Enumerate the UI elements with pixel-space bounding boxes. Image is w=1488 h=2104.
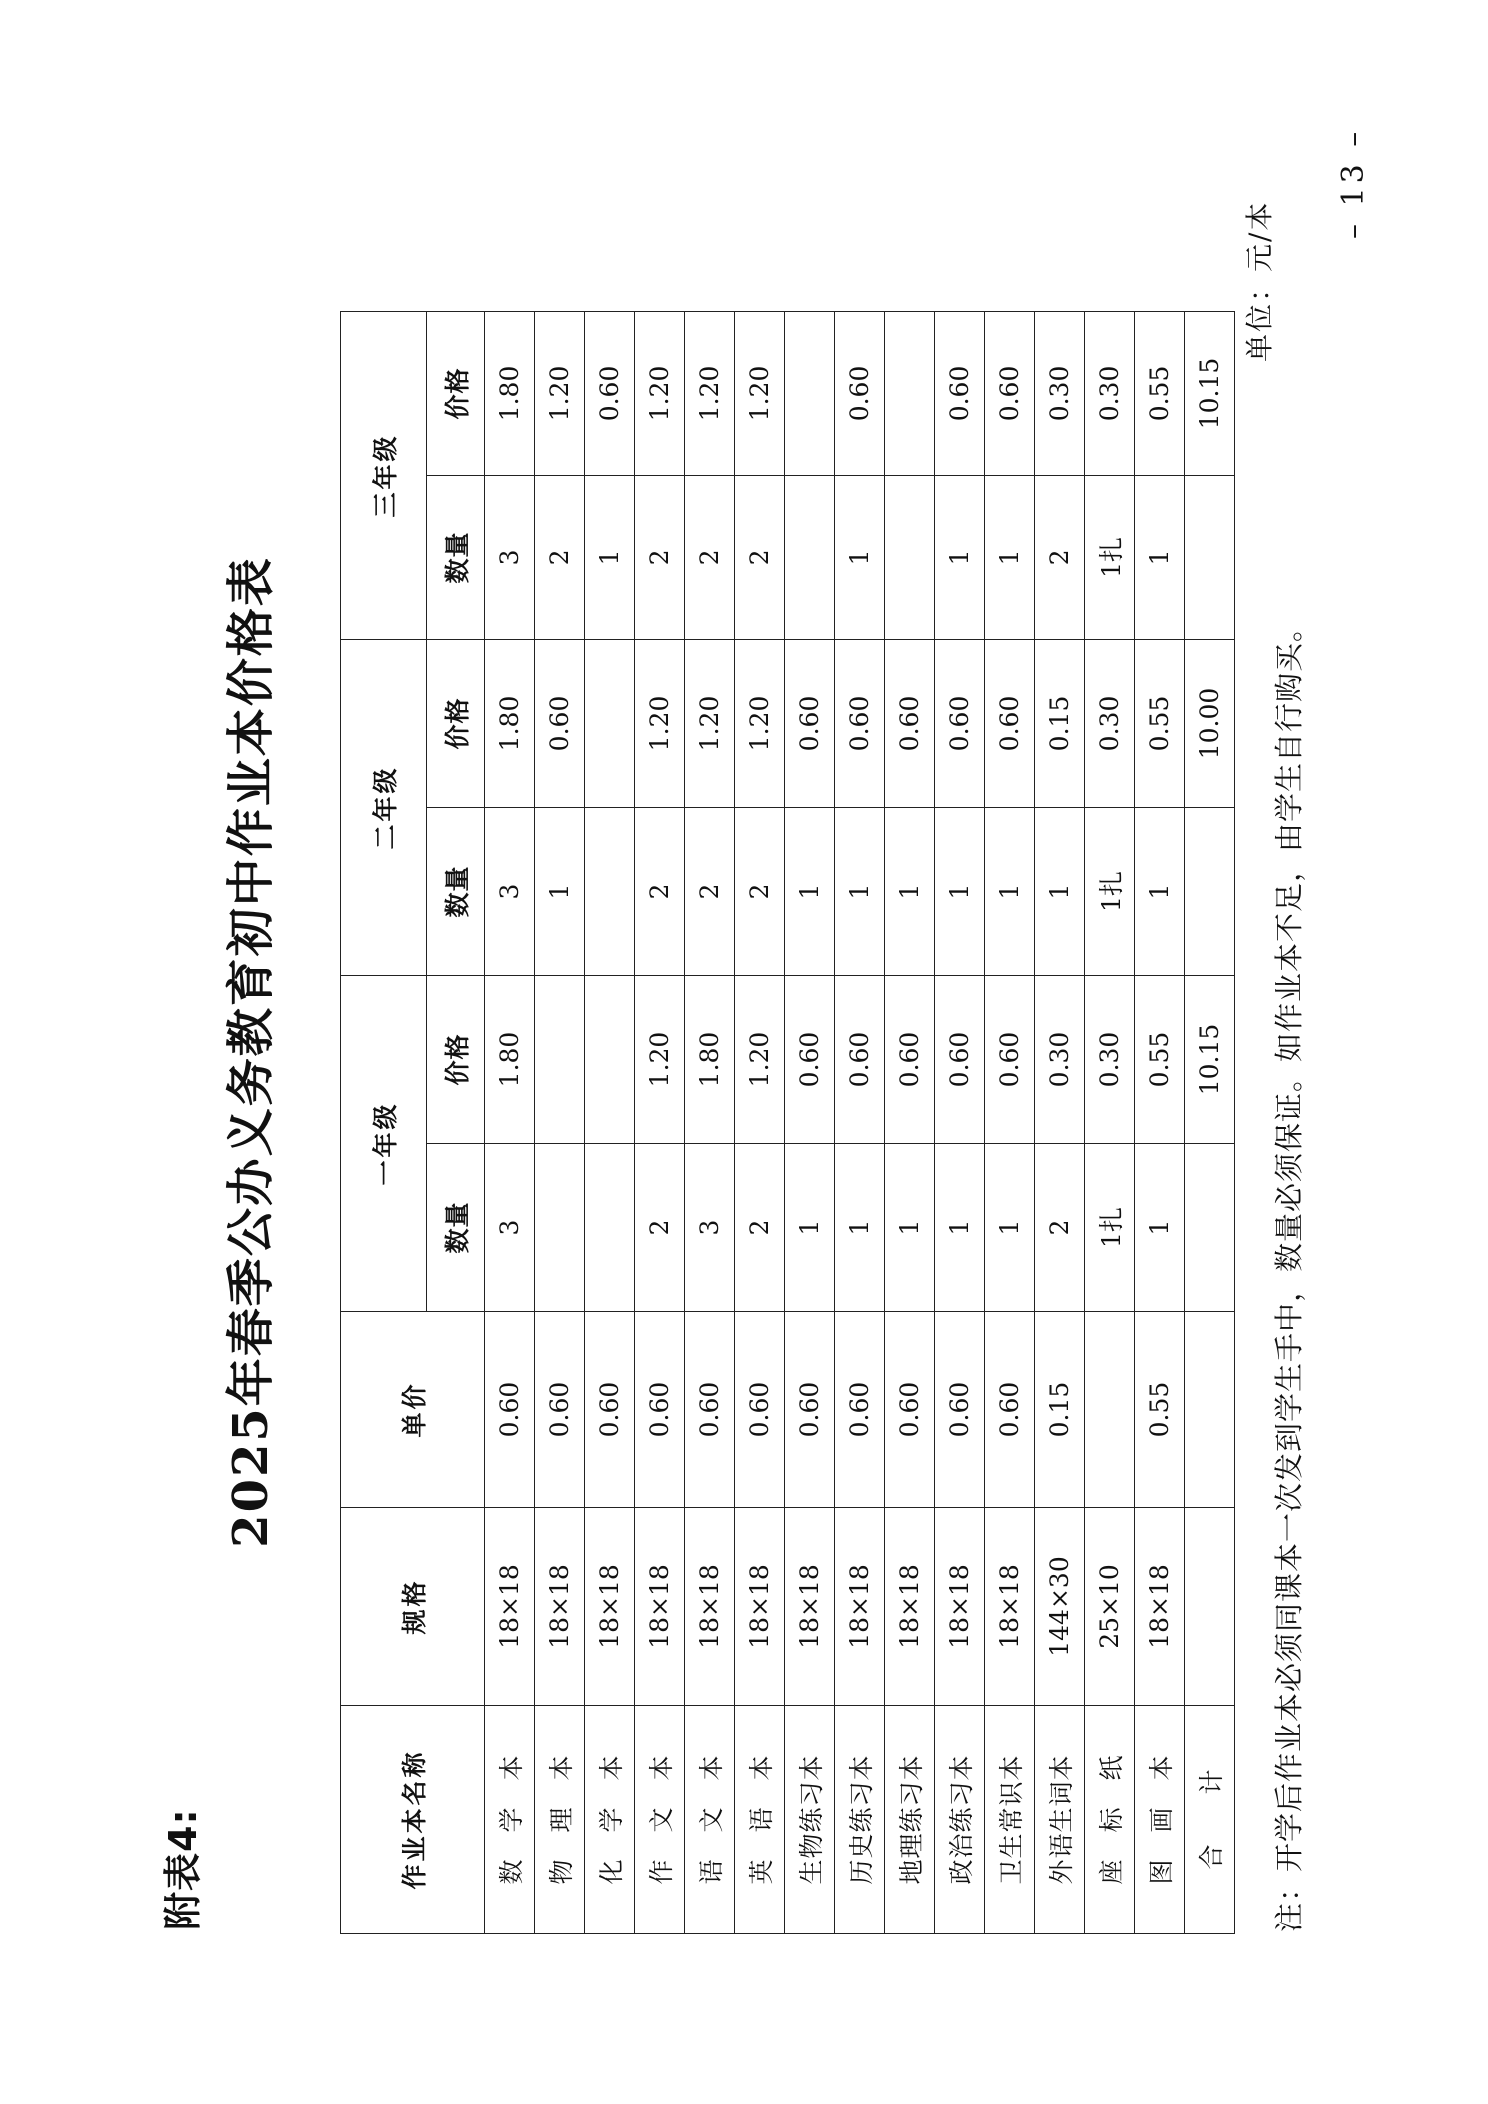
cell-g1-price: 0.60	[785, 975, 835, 1143]
cell-unit-price: 0.55	[1135, 1312, 1185, 1508]
table-row	[735, 311, 785, 1933]
cell-unit-price: 0.60	[935, 1312, 985, 1508]
cell-g2-price	[585, 639, 635, 807]
cell-g3-price: 0.60	[985, 311, 1035, 475]
cell-g1-price: 0.60	[835, 975, 885, 1143]
cell-g1-qty: 1	[985, 1144, 1035, 1312]
cell-g1-qty: 2	[635, 1144, 685, 1312]
cell-empty	[1185, 475, 1235, 639]
cell-g2-price: 1.20	[685, 639, 735, 807]
cell-g2-qty: 1	[1035, 807, 1085, 975]
cell-g2-qty: 3	[485, 807, 535, 975]
price-table	[340, 311, 1235, 1934]
cell-unit-price: 0.60	[735, 1312, 785, 1508]
total-row	[1185, 311, 1235, 1933]
cell-g1-qty: 1	[935, 1144, 985, 1312]
cell-name: 作 文 本	[635, 1706, 685, 1934]
cell-g3-price: 0.55	[1135, 311, 1185, 475]
cell-g2-qty: 1	[1135, 807, 1185, 975]
table-row	[935, 311, 985, 1933]
cell-spec: 18×18	[485, 1508, 535, 1706]
cell-g2-qty: 1	[835, 807, 885, 975]
cell-spec: 18×18	[585, 1508, 635, 1706]
cell-g2-qty: 1	[985, 807, 1035, 975]
cell-g2-price: 0.15	[1035, 639, 1085, 807]
cell-spec: 18×18	[735, 1508, 785, 1706]
cell-unit-price: 0.15	[1035, 1312, 1085, 1508]
cell-g1-price: 0.60	[985, 975, 1035, 1143]
cell-g2-price: 1.20	[635, 639, 685, 807]
cell-spec: 144×30	[1035, 1508, 1085, 1706]
cell-g3-price: 0.60	[585, 311, 635, 475]
cell-g2-qty: 1扎	[1085, 807, 1135, 975]
header-g1-qty: 数量	[427, 1144, 485, 1312]
cell-g2-qty	[585, 807, 635, 975]
cell-g3-qty: 1	[835, 475, 885, 639]
cell-name: 物 理 本	[535, 1706, 585, 1934]
page-title: 2025年春季公办义务教育初中作业本价格表	[223, 556, 279, 1548]
cell-g3-qty: 2	[685, 475, 735, 639]
cell-name: 历史练习本	[835, 1706, 885, 1934]
cell-name: 政治练习本	[935, 1706, 985, 1934]
header-g1-price: 价格	[427, 975, 485, 1143]
cell-g3-price: 0.60	[935, 311, 985, 475]
cell-g3-qty: 1	[585, 475, 635, 639]
cell-spec: 18×18	[1135, 1508, 1185, 1706]
cell-name: 图 画 本	[1135, 1706, 1185, 1934]
cell-unit-price: 0.60	[585, 1312, 635, 1508]
cell-g2-price: 0.60	[885, 639, 935, 807]
cell-unit-price: 0.60	[485, 1312, 535, 1508]
header-grade-2: 二年级	[341, 639, 427, 975]
header-row-1	[341, 311, 427, 1933]
cell-g2-qty: 1	[785, 807, 835, 975]
cell-g1-price: 0.60	[935, 975, 985, 1143]
cell-name: 卫生常识本	[985, 1706, 1035, 1934]
header-g3-qty: 数量	[427, 475, 485, 639]
table-row	[1085, 311, 1135, 1933]
cell-g1-price: 1.80	[685, 975, 735, 1143]
cell-g1-qty	[535, 1144, 585, 1312]
header-spec: 规格	[341, 1508, 485, 1706]
cell-name: 生物练习本	[785, 1706, 835, 1934]
cell-unit-price: 0.60	[685, 1312, 735, 1508]
cell-g1-price: 0.30	[1085, 975, 1135, 1143]
cell-g2-price: 0.60	[835, 639, 885, 807]
cell-g1-qty: 1	[885, 1144, 935, 1312]
cell-unit-price	[1085, 1312, 1135, 1508]
cell-spec: 18×18	[935, 1508, 985, 1706]
cell-g3-price: 0.30	[1085, 311, 1135, 475]
cell-name: 英 语 本	[735, 1706, 785, 1934]
cell-name: 化 学 本	[585, 1706, 635, 1934]
cell-g2-price: 0.60	[785, 639, 835, 807]
table-row	[1135, 311, 1185, 1933]
table-row	[835, 311, 885, 1933]
cell-g3-price: 1.80	[485, 311, 535, 475]
cell-g3-price: 0.30	[1035, 311, 1085, 475]
page-number: – 13 –	[1336, 127, 1371, 239]
footnote: 注：开学后作业本必须同课本一次发到学生手中，数量必须保证。如作业本不足，由学生自行购买。	[1272, 611, 1306, 1932]
cell-g3-qty	[885, 475, 935, 639]
cell-g1-price: 1.80	[485, 975, 535, 1143]
cell-unit-price: 0.60	[785, 1312, 835, 1508]
cell-g1-qty: 2	[735, 1144, 785, 1312]
cell-g3-qty: 2	[1035, 475, 1085, 639]
cell-g1-price	[585, 975, 635, 1143]
attachment-label: 附表4:	[161, 1808, 205, 1930]
header-g2-qty: 数量	[427, 807, 485, 975]
cell-spec: 25×10	[1085, 1508, 1135, 1706]
cell-g3-qty: 1扎	[1085, 475, 1135, 639]
cell-g1-price: 1.20	[735, 975, 785, 1143]
cell-empty	[1185, 1144, 1235, 1312]
cell-g2-price: 1.80	[485, 639, 535, 807]
table-row	[785, 311, 835, 1933]
cell-g3-price: 0.60	[835, 311, 885, 475]
cell-spec: 18×18	[535, 1508, 585, 1706]
cell-g2-price: 0.30	[1085, 639, 1135, 807]
total-g3-price: 10.15	[1185, 311, 1235, 475]
header-g3-price: 价格	[427, 311, 485, 475]
cell-g2-price: 0.60	[985, 639, 1035, 807]
cell-unit-price: 0.60	[835, 1312, 885, 1508]
header-g2-price: 价格	[427, 639, 485, 807]
cell-g1-qty	[585, 1144, 635, 1312]
cell-g1-qty: 3	[485, 1144, 535, 1312]
cell-g1-qty: 1扎	[1085, 1144, 1135, 1312]
cell-name: 数 学 本	[485, 1706, 535, 1934]
header-name: 作业本名称	[341, 1706, 485, 1934]
cell-g3-price: 1.20	[635, 311, 685, 475]
cell-g3-qty: 3	[485, 475, 535, 639]
table-row	[635, 311, 685, 1933]
table-row	[535, 311, 585, 1933]
cell-g2-qty: 2	[735, 807, 785, 975]
cell-g1-qty: 2	[1035, 1144, 1085, 1312]
cell-g1-qty: 1	[1135, 1144, 1185, 1312]
table-row	[685, 311, 735, 1933]
cell-g2-qty: 2	[635, 807, 685, 975]
cell-g3-qty: 1	[935, 475, 985, 639]
table-row	[485, 311, 535, 1933]
table-row	[585, 311, 635, 1933]
cell-g1-qty: 1	[785, 1144, 835, 1312]
cell-name: 座 标 纸	[1085, 1706, 1135, 1934]
unit-label: 单位：元/本	[1243, 200, 1276, 362]
header-grade-1: 一年级	[341, 975, 427, 1311]
cell-g1-price	[535, 975, 585, 1143]
cell-g2-qty: 2	[685, 807, 735, 975]
total-label: 合 计	[1185, 1706, 1235, 1934]
cell-spec: 18×18	[835, 1508, 885, 1706]
cell-unit-price: 0.60	[635, 1312, 685, 1508]
cell-unit-price: 0.60	[985, 1312, 1035, 1508]
cell-g2-qty: 1	[535, 807, 585, 975]
cell-unit-price: 0.60	[535, 1312, 585, 1508]
table-row	[985, 311, 1035, 1933]
cell-g3-qty: 2	[735, 475, 785, 639]
cell-spec: 18×18	[985, 1508, 1035, 1706]
cell-g3-qty	[785, 475, 835, 639]
cell-g1-qty: 1	[835, 1144, 885, 1312]
header-grade-3: 三年级	[341, 311, 427, 639]
total-g1-price: 10.15	[1185, 975, 1235, 1143]
cell-g3-qty: 1	[1135, 475, 1185, 639]
cell-g1-price: 0.55	[1135, 975, 1185, 1143]
cell-g1-price: 0.30	[1035, 975, 1085, 1143]
cell-g3-qty: 2	[535, 475, 585, 639]
cell-name: 地理练习本	[885, 1706, 935, 1934]
cell-g1-qty: 3	[685, 1144, 735, 1312]
cell-g3-qty: 1	[985, 475, 1035, 639]
cell-g2-price: 0.55	[1135, 639, 1185, 807]
total-g2-price: 10.00	[1185, 639, 1235, 807]
cell-g3-price	[785, 311, 835, 475]
cell-empty	[1185, 1312, 1235, 1508]
cell-spec: 18×18	[785, 1508, 835, 1706]
cell-g3-price: 1.20	[735, 311, 785, 475]
cell-g3-price	[885, 311, 935, 475]
cell-empty	[1185, 807, 1235, 975]
cell-empty	[1185, 1508, 1235, 1706]
cell-g1-price: 0.60	[885, 975, 935, 1143]
header-unit-price: 单价	[341, 1312, 485, 1508]
cell-g2-qty: 1	[885, 807, 935, 975]
cell-spec: 18×18	[885, 1508, 935, 1706]
cell-name: 外语生词本	[1035, 1706, 1085, 1934]
cell-unit-price: 0.60	[885, 1312, 935, 1508]
table-row	[1035, 311, 1085, 1933]
table-body	[341, 311, 1235, 1933]
cell-g3-price: 1.20	[535, 311, 585, 475]
cell-g2-price: 1.20	[735, 639, 785, 807]
cell-g1-price: 1.20	[635, 975, 685, 1143]
cell-spec: 18×18	[635, 1508, 685, 1706]
cell-g2-price: 0.60	[935, 639, 985, 807]
table-row	[885, 311, 935, 1933]
cell-g2-qty: 1	[935, 807, 985, 975]
cell-name: 语 文 本	[685, 1706, 735, 1934]
cell-g3-qty: 2	[635, 475, 685, 639]
cell-g2-price: 0.60	[535, 639, 585, 807]
cell-g3-price: 1.20	[685, 311, 735, 475]
cell-spec: 18×18	[685, 1508, 735, 1706]
